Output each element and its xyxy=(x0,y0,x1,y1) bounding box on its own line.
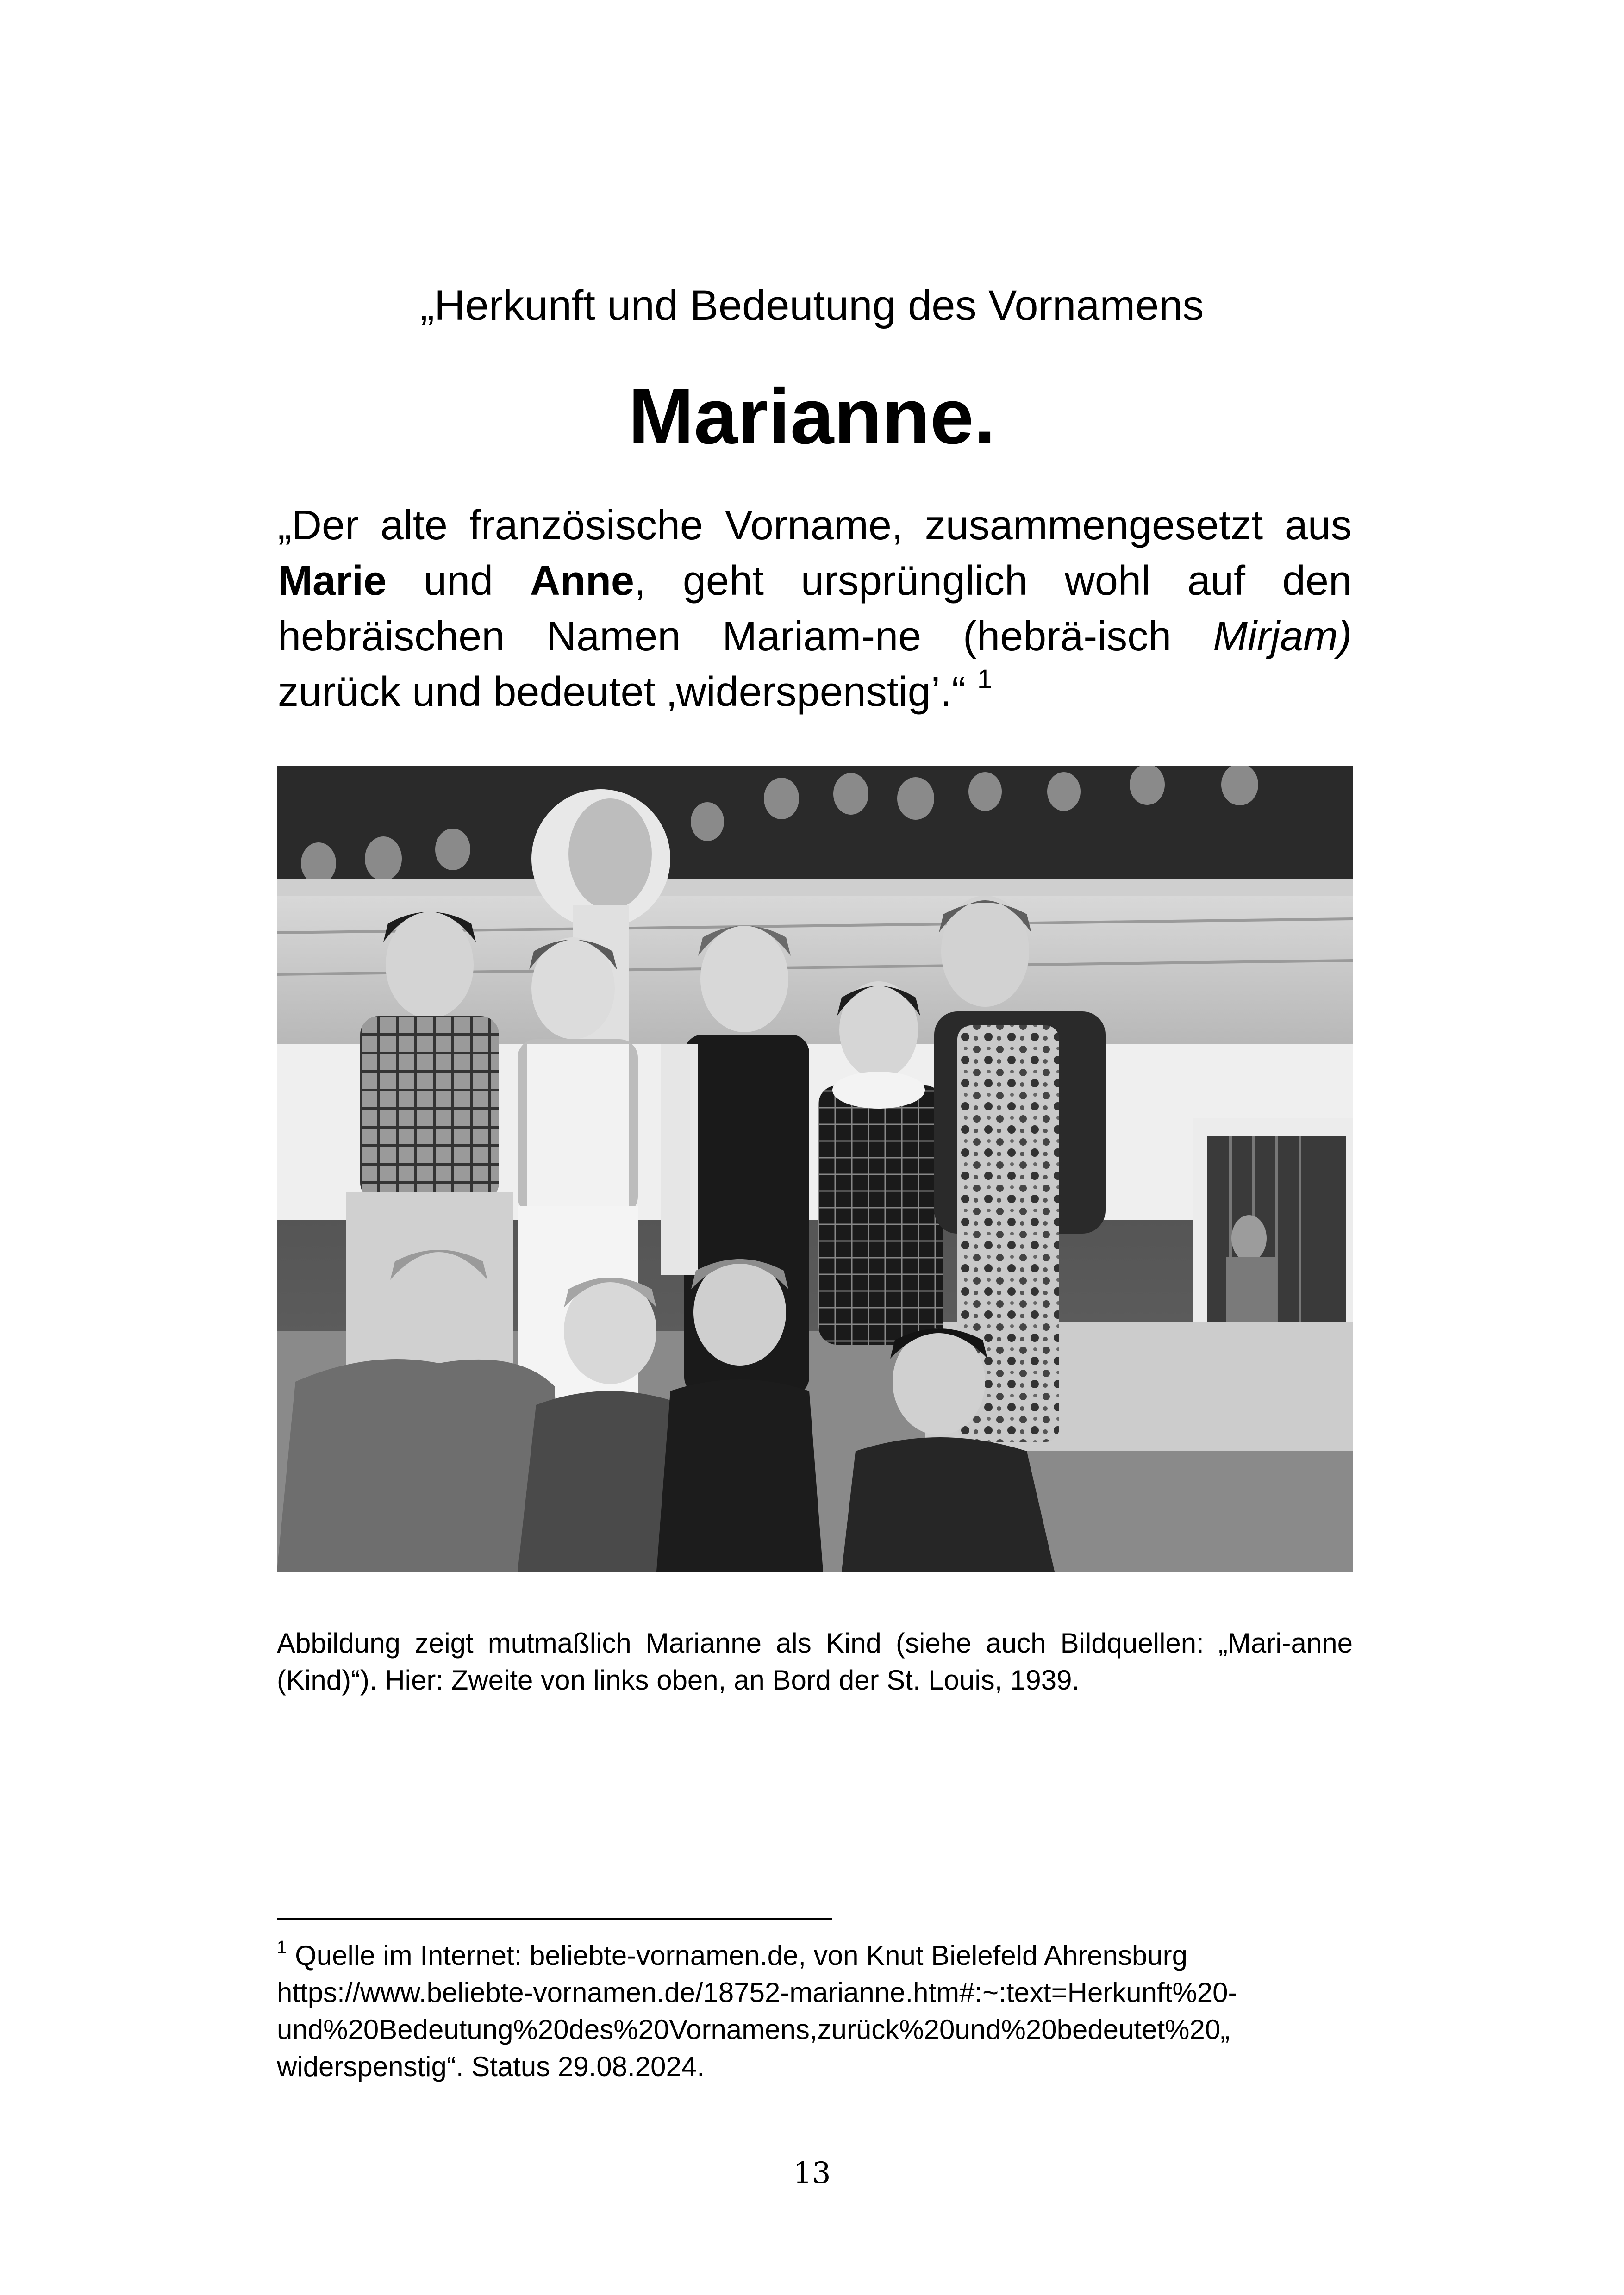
footnote-line-1 xyxy=(277,1937,1353,1974)
photo-caption: Abbildung zeigt mutmaßlich Marianne als Kind (siehe auch Bildquellen: „Mari-anne (Kind)“). Hier: Zweite von links oben, an Bord der St. Louis, 1939. xyxy=(277,1628,1353,1696)
footnote-number: 1 xyxy=(277,1938,287,1957)
name-anne: Anne xyxy=(530,558,634,604)
name-marie: Marie xyxy=(278,558,387,604)
footnote-line-3: und%20Bedeutung%20des%20Vornamens,zurück%20und%20bedeutet%20„ xyxy=(277,2014,1230,2045)
footnote-line-2: https://www.beliebte-vornamen.de/18752-marianne.htm#:~:text=Herkunft%20- xyxy=(277,1977,1237,2008)
footnote-divider xyxy=(277,1918,832,1920)
quote-text: „Der alte französische Vorname, zusammengesetzt aus xyxy=(278,502,1352,549)
quote-paragraph xyxy=(278,498,1352,720)
quote-text: , geht ursprünglich wohl auf den hebräischen Namen Mariam-ne (hebrä-isch xyxy=(278,558,1352,660)
page-number: 13 xyxy=(793,2156,831,2190)
heading-line: „Herkunft und Bedeutung des Vornamens xyxy=(420,282,1204,329)
photo-children-on-ship xyxy=(277,766,1353,1572)
quote-text: zurück und bedeutet ‚widerspenstig’.“ xyxy=(278,669,966,715)
name-mirjam: Mirjam) xyxy=(1213,613,1352,660)
page-title: Marianne. xyxy=(628,373,996,461)
quote-text: und xyxy=(387,558,530,604)
footnote xyxy=(277,1937,1353,2085)
footnote-text: Quelle im Internet: beliebte-vornamen.de, von Knut Bielefeld Ahrensburg xyxy=(295,1940,1187,1971)
footnote-line-4: widerspenstig“. Status 29.08.2024. xyxy=(277,2051,705,2082)
footnote-ref: 1 xyxy=(977,664,993,694)
